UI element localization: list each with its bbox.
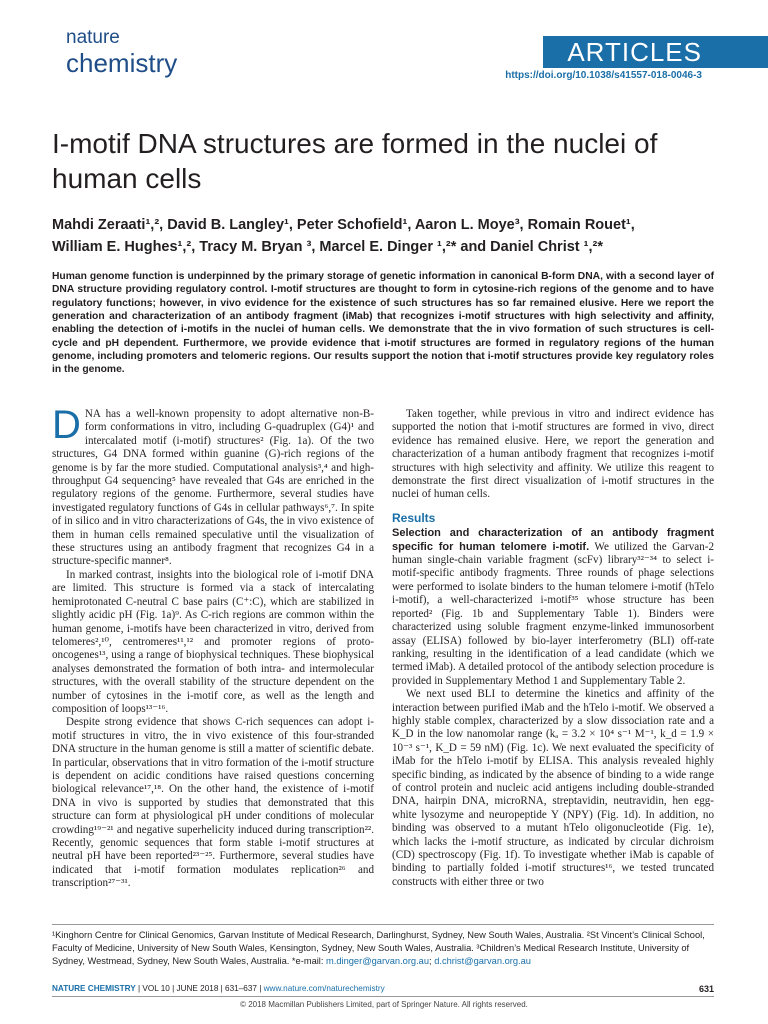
page-number: 631 (698, 984, 714, 994)
intro-paragraph-4: Taken together, while previous in vitro and indirect evidence has supported the notion that i-motif structures are formed in vivo, direct evidence has remained elusive. Here, we report the generation and characterization of a human antibody fragment that recognizes i-motif structures with high selectivity and affinity. We utilize this reagent to demonstrate the first direct visualization of i-motif structures in the nuclei of human cells. (392, 408, 714, 501)
body-column-right (392, 408, 714, 889)
email-link-dinger[interactable]: m.dinger@garvan.org.au (326, 956, 430, 966)
logo-chemistry: chemistry (66, 48, 178, 78)
footer-details: | VOL 10 | JUNE 2018 | 631–637 | (135, 984, 264, 993)
footer-journal-name: NATURE CHEMISTRY (52, 984, 136, 993)
doi-link[interactable]: https://doi.org/10.1038/s41557-018-0046-3 (505, 70, 702, 81)
section-label: ARTICLES (567, 37, 702, 67)
author-list (52, 214, 712, 258)
drop-cap: D (52, 403, 81, 447)
intro-paragraph-2: In marked contrast, insights into the biological role of i-motif DNA are limited. This structure is formed via a stack of intercalating hemiprotonated C-neutral C base pairs (C⁺:C), which are stabilized in slightly acidic pH (Fig. 1a)⁹. As C-rich regions are common within the human genome, i-motifs have been characterized in vitro, derived from telomeres²,¹⁰, centromeres¹¹,¹² and promoter regions of proto-oncogenes¹³, using a range of biophysical techniques. These biophysical analyses demonstrated the formation of both intra- and intermolecular structures, with the overall stability of the structure dependent on the number of cytosines in the i-motif core, as well as the length and composition of loops¹³⁻¹⁶. (52, 568, 374, 715)
journal-logo (66, 28, 186, 86)
results-subheading: Selection and characterization of an antibody fragment specific for human telomere i-motif. (392, 527, 714, 553)
results-paragraph-1-text: We utilized the Garvan-2 human single-chain variable fragment (scFv) library³²⁻³⁴ to select i-motif-specific antibody fragments. Three rounds of phage selections were performed to isolate binders to the human telomere i-motif (hTelo i-motif), a well-characterized i-motif³⁵ whose structure has been reported² (Fig. 1b and Supplementary Table 1). Binders were characterized using soluble fragment enzyme-linked immunosorbent assay (ELISA) followed by bio-layer interferometry (BLI) off-rate ranking, resulting in the identification of a lead candidate (which we termed iMab). A detailed protocol of the antibody selection procedure is provided in Supplementary Method 1 and Supplementary Table 2. (392, 540, 714, 687)
intro-paragraph-1 (52, 403, 374, 569)
affiliations-text: ¹Kinghorn Centre for Clinical Genomics, Garvan Institute of Medical Research, Darlinghurst, Sydney, New South Wales, Australia. ²St Vincent’s Clinical School, Faculty of Medicine, University of New South Wales, Kensington, Sydney, New South Wales, Australia. ³Children’s Medical Research Institute, University of Sydney, Westmead, Sydney, New South Wales, Australia. *e-mail: (52, 930, 705, 966)
footer-rule (52, 996, 714, 997)
affiliations-footnote (52, 924, 714, 968)
email-separator: ; (429, 956, 435, 966)
logo-nature: nature (66, 27, 120, 48)
article-title: I-motif DNA structures are formed in the nuclei of human cells (52, 128, 658, 194)
results-heading: Results (392, 510, 436, 525)
abstract: Human genome function is underpinned by the primary storage of genetic information in canonical B-form DNA, with a second layer of DNA structure providing regulatory control. I-motif structures are thought to form in cytosine-rich regions of the genome and to have regulatory functions; however, in vivo evidence for the existence of such structures has so far remained elusive. Here we report the generation and characterization of an antibody fragment (iMab) that recognizes i-motif structures with high selectivity and affinity, enabling the detection of i-motifs in the nuclei of human cells. We demonstrate that the in vivo formation of such structures is cell-cycle and pH dependent. Furthermore, we provide evidence that i-motif structures are formed in regulatory regions of the human genome, including promoters and telomeric regions. Our results support the notion that i-motif structures provide key regulatory roles in the genome. (52, 271, 714, 376)
body-column-left (52, 403, 374, 891)
results-paragraph-1 (392, 527, 714, 688)
authors-line-1: Mahdi Zeraati¹,², David B. Langley¹, Peter Schofield¹, Aaron L. Moye³, Romain Rouet¹, (52, 217, 635, 233)
intro-paragraph-1-text: NA has a well-known propensity to adopt alternative non-B-form conformations in vitro, including G-quadruplex (G4)¹ and intercalated motif (i-motif) structures² (Fig. 1a). Of the two structures, G4 DNA formed within guanine (G)-rich regions of the genome is by far the more studied. Computational analysis³,⁴ and high-throughput G4 sequencing⁵ have revealed that G4s are enriched in the regulatory regions of the genome. Furthermore, several studies have investigated regulatory functions of G4s in cellular pathways⁶,⁷. In spite of in silico and in vitro characterizations of G4s, the in vivo existence of them in human cells remained speculative until the visualization of these structures using an antibody fragment that recognizes G4 in a structure-specific manner⁸. (52, 408, 374, 568)
copyright-notice: © 2018 Macmillan Publishers Limited, part of Springer Nature. All rights reserved. (240, 1000, 528, 1009)
page-footer (52, 984, 714, 993)
results-paragraph-2: We next used BLI to determine the kinetics and affinity of the interaction between purified iMab and the hTelo i-motif. We observed a highly stable complex, characterized by a slow dissociation rate and a K_D in the low nanomolar range (kₐ = 3.2 × 10⁴ s⁻¹ M⁻¹, k_d = 1.9 × 10⁻³ s⁻¹, K_D = 59 nM) (Fig. 1c). We next evaluated the specificity of iMab for the hTelo i-motif by ELISA. This analysis revealed highly specific binding, as indicated by the absence of binding to a wide range of control protein and nucleic acid antigens including double-stranded DNA, hairpin DNA, microRNA, streptavidin, neutravidin, hen egg-white lysozyme and neuropeptide Y (NPY) (Fig. 1d). In addition, no binding was observed to a mutant hTelo oligonucleotide (Fig. 1e), which lacks the i-motif structure, as indicated by circular dichroism (CD) spectroscopy (Fig. 1f). To investigate whether iMab is capable of binding to partially folded i-motif structures¹⁶, we tested truncated constructs with either three or two (392, 688, 714, 888)
authors-line-2: William E. Hughes¹,², Tracy M. Bryan ³, Marcel E. Dinger ¹,²* and Daniel Christ ¹,²* (52, 239, 603, 255)
intro-paragraph-3: Despite strong evidence that shows C-rich sequences can adopt i-motif structures in vitro, the in vivo existence of this four-stranded DNA structure in the human genome is still a matter of scientific debate. In particular, observations that in vitro formation of the i-motif structure is dependent on acidic conditions have raised questions concerning biological relevance¹⁷,¹⁸. On the other hand, the existence of i-motif DNA in vivo is supported by studies that demonstrated that this structure can form at physiological pH under conditions of molecular crowding¹⁹⁻²¹ and negative superhelicity induced during transcription²². Recently, genomic sequences that form stable i-motif structures at neutral pH have been reported²³⁻²⁵. Furthermore, several studies have indicated that i-motif formation modulates replication²⁶ and transcription²⁷⁻³¹. (52, 716, 374, 890)
footer-url-link[interactable]: www.nature.com/naturechemistry (263, 984, 385, 993)
email-link-christ[interactable]: d.christ@garvan.org.au (434, 956, 531, 966)
